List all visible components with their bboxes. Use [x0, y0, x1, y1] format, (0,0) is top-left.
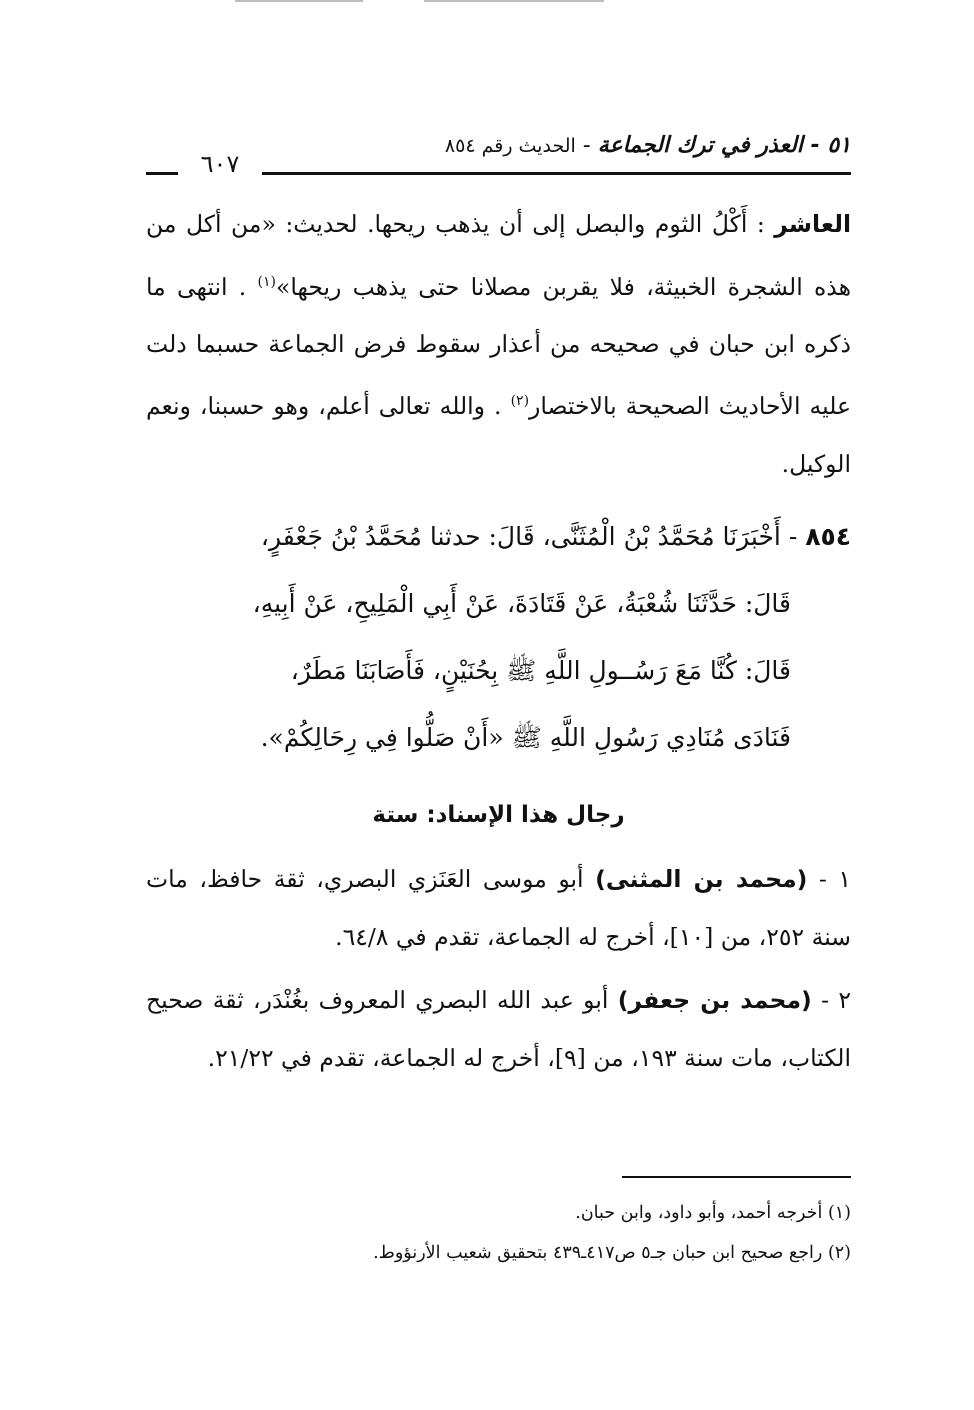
hadith-line-2: قَالَ: حَدَّثَنَا شُعْبَةُ، عَنْ قَتَادَةَ، عَنْ أَبِي الْمَلِيحِ، عَنْ أَبِيهِ، — [252, 589, 791, 619]
chapter-title: العذر في ترك الجماعة — [597, 133, 803, 158]
intro-sentence-2: انتهى ما ذكره ابن حبان في صحيحه من أعذار سقوط فرض الجماعة حسبما دلت عليه الأحاديث الصحيحة بالاختصار — [146, 272, 851, 421]
hadith-number: ٨٥٤ — [805, 522, 851, 552]
narrator-index: ١ — [838, 865, 851, 894]
footnote-marker: (٢) — [827, 1243, 851, 1263]
chapter-number: ٥١ — [827, 133, 851, 158]
narrator-entry: ٢ - (محمد بن جعفر) أبو عبد الله البصري المعروف بغُنْدَر، ثقة صحيح الكتاب، مات سنة ١٩٣، من [٩]، أخرج له الجماعة، تقدم في ٢١/٢٢. — [146, 986, 851, 1072]
hadith-line-4: فَنَادَى مُنَادِي رَسُولِ اللَّهِ ﷺ «أَنْ صَلُّوا فِي رِحَالِكُمْ». — [260, 723, 791, 753]
hadith-line: ٨٥٤ - أَخْبَرَنَا مُحَمَّدُ بْنُ الْمُثَنَّى، قَالَ: حدثنا مُحَمَّدُ بْنُ جَعْفَرٍ، — [260, 522, 851, 552]
header-rule-short — [146, 172, 178, 175]
hadith-line — [146, 637, 851, 704]
chapter-heading: ٥١ - العذر في ترك الجماعة - الحديث رقم ٨٥٤ — [444, 133, 851, 158]
footnote-ref-2[interactable]: (٢) — [510, 393, 530, 410]
page-number: ٦٠٧ — [200, 150, 240, 178]
narrator-name: (محمد بن جعفر) — [617, 986, 812, 1015]
hadith-line-1: أَخْبَرَنَا مُحَمَّدُ بْنُ الْمُثَنَّى، قَالَ: حدثنا مُحَمَّدُ بْنُ جَعْفَرٍ، — [260, 522, 781, 552]
narrator-text: أبو موسى العَنَزي البصري، ثقة حافظ، مات سنة ٢٥٢، من [١٠]، أخرج له الجماعة، تقدم في ٦٤/٨. — [146, 865, 851, 951]
footnote-text: أخرجه أحمد، وأبو داود، وابن حبان. — [575, 1203, 823, 1223]
intro-sentence-1: أَكْلُ الثوم والبصل إلى أن يذهب ريحها. لحديث: «من أكل من هذه الشجرة الخبيثة، فلا يقربن مصلانا حتى يذهب ريحها» — [146, 210, 851, 301]
footnote — [146, 1233, 851, 1273]
top-edge-rule-right — [424, 0, 604, 2]
narrator-name: (محمد بن المثنى) — [595, 865, 808, 894]
footnote-divider — [622, 1176, 851, 1178]
hadith-line — [146, 704, 851, 771]
footnote-marker: (١) — [827, 1203, 851, 1223]
footnote — [146, 1193, 851, 1233]
footnote-ref-1[interactable]: (١) — [257, 273, 276, 290]
intro-paragraph: العاشر : أَكْلُ الثوم والبصل إلى أن يذهب ريحها. لحديث: «من أكل من هذه الشجرة الخبيثة، فلا يقربن مصلانا حتى يذهب ريحها»$^{(١)}$ . انتهى ما ذكره ابن حبان في صحيحه من أعذار سقوط فرض الجماعة حسبما دلت عليه الأحاديث الصحيحة بالاختصار$^{(٢)}$ . والله تعالى أعلم، وهو حسبنا، ونعم الوكيل. — [146, 210, 851, 478]
narrator-index: ٢ — [838, 986, 851, 1015]
header-rule — [262, 172, 851, 175]
top-edge-rule-left — [235, 0, 363, 2]
narrator-entry: ١ - (محمد بن المثنى) أبو موسى العَنَزي البصري، ثقة حافظ، مات سنة ٢٥٢، من [١٠]، أخرج له الجماعة، تقدم في ٦٤/٨. — [146, 865, 851, 951]
hadith-reference: الحديث رقم ٨٥٤ — [444, 135, 576, 157]
narrator-text: أبو عبد الله البصري المعروف بغُنْدَر، ثقة صحيح الكتاب، مات سنة ١٩٣، من [٩]، أخرج له الجماعة، تقدم في ٢١/٢٢. — [146, 986, 851, 1072]
hadith-text — [146, 503, 851, 771]
intro-label: العاشر — [774, 210, 851, 238]
intro-sentence-3: . والله تعالى أعلم، وهو حسبنا، ونعم الوكيل. — [146, 392, 851, 478]
section-title: رجال هذا الإسناد: ستة — [372, 802, 625, 829]
hadith-line — [146, 570, 851, 637]
footnote-text: راجع صحيح ابن حبان جـ٥ ص٤١٧ـ٤٣٩ بتحقيق شعيب الأرنؤوط. — [373, 1243, 823, 1263]
hadith-line-3: قَالَ: كُنَّا مَعَ رَسُــولِ اللَّهِ ﷺ بِحُنَيْنٍ، فَأَصَابَنَا مَطَرٌ، — [290, 656, 791, 686]
footnotes — [146, 1193, 851, 1273]
page-body — [146, 196, 851, 1087]
